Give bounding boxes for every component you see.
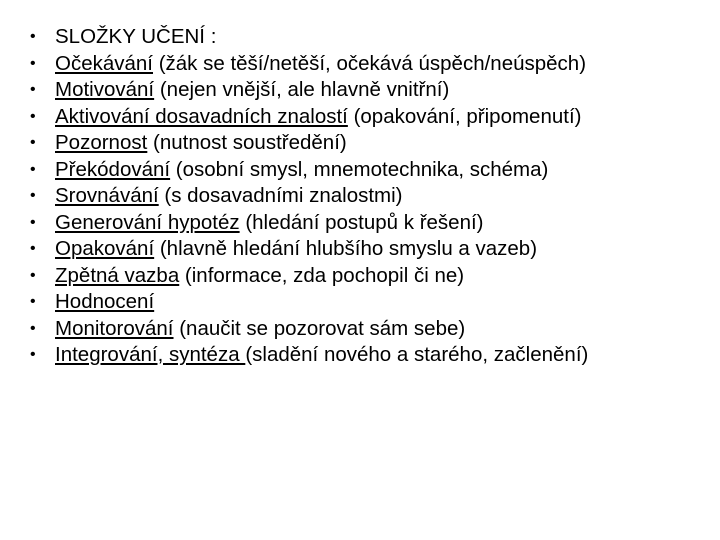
item-term: Hodnocení	[55, 290, 155, 313]
item-description: (nejen vnější, ale hlavně vnitřní)	[154, 78, 450, 101]
bullet-icon: •	[30, 54, 36, 72]
item-term: Integrování, syntéza	[55, 343, 246, 366]
item-description: (osobní smysl, mnemotechnika, schéma)	[170, 157, 549, 181]
item-term: Překódování	[55, 157, 171, 181]
item-term: Opakování	[55, 237, 155, 260]
item-description: (hledání postupů k řešení)	[239, 210, 484, 234]
list-item	[30, 104, 700, 128]
item-term: Aktivování dosavadních znalostí	[55, 104, 348, 128]
bullet-icon: •	[30, 160, 36, 178]
item-term: Očekávání	[55, 51, 153, 75]
item-description: (s dosavadními znalostmi)	[158, 184, 403, 207]
item-description: (žák se těší/netěší, očekává úspěch/neúspěch)	[153, 51, 587, 75]
item-term: Monitorování	[55, 316, 174, 340]
list-item	[30, 345, 700, 366]
bullet-list	[30, 27, 700, 372]
bullet-icon: •	[30, 240, 36, 257]
list-item	[30, 157, 700, 181]
item-description: (informace, zda pochopil či ne)	[179, 263, 465, 287]
bullet-icon: •	[30, 134, 36, 151]
item-description: (opakování, připomenutí)	[347, 104, 582, 128]
list-item	[30, 292, 700, 313]
bullet-icon: •	[30, 81, 36, 98]
item-description: (sladění nového a starého, začlenění)	[245, 343, 589, 366]
item-term: Zpětná vazba	[55, 263, 180, 287]
list-item	[30, 186, 700, 207]
list-item	[30, 51, 700, 75]
item-description: (naučit se pozorovat sám sebe)	[173, 316, 466, 340]
bullet-icon: •	[30, 187, 36, 204]
item-description: (nutnost soustředění)	[147, 131, 347, 154]
item-term: Motivování	[55, 78, 155, 101]
list-item	[30, 239, 700, 260]
item-term: Generování hypotéz	[55, 210, 240, 234]
bullet-icon: •	[30, 293, 36, 310]
bullet-icon: •	[30, 346, 36, 363]
list-item	[30, 80, 700, 101]
bullet-icon: •	[30, 319, 36, 337]
item-description: (hlavně hledání hlubšího smyslu a vazeb)	[154, 237, 538, 260]
item-term: Srovnávání	[55, 184, 159, 207]
item-description: SLOŽKY UČENÍ :	[55, 25, 217, 48]
list-item	[30, 210, 700, 234]
list-item	[30, 27, 700, 48]
list-item	[30, 263, 700, 287]
bullet-icon: •	[30, 107, 36, 125]
item-term: Pozornost	[55, 131, 148, 154]
bullet-icon: •	[30, 266, 36, 284]
bullet-icon: •	[30, 213, 36, 231]
list-item	[30, 316, 700, 340]
bullet-icon: •	[30, 28, 36, 45]
list-item	[30, 133, 700, 154]
